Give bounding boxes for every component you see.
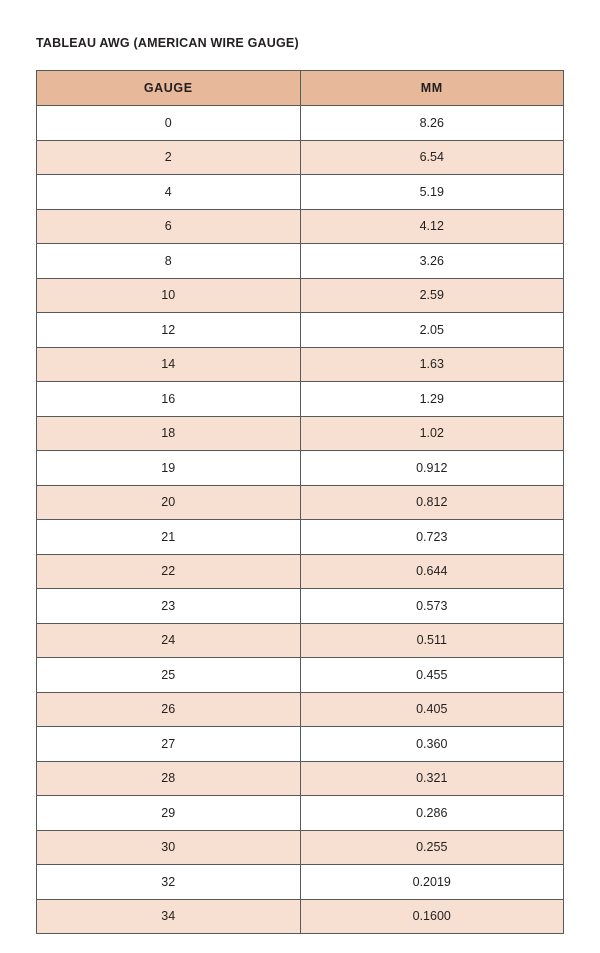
cell-mm: 1.02 (300, 416, 564, 451)
cell-gauge: 20 (37, 485, 301, 520)
table-row (37, 209, 564, 244)
table-row (37, 554, 564, 589)
cell-gauge: 30 (37, 830, 301, 865)
table-row (37, 313, 564, 348)
cell-mm: 2.05 (300, 313, 564, 348)
cell-gauge: 28 (37, 761, 301, 796)
cell-gauge: 29 (37, 796, 301, 831)
table-row (37, 796, 564, 831)
cell-gauge: 12 (37, 313, 301, 348)
cell-gauge: 26 (37, 692, 301, 727)
cell-gauge: 16 (37, 382, 301, 417)
table-header-row (37, 71, 564, 106)
cell-gauge: 6 (37, 209, 301, 244)
table-row (37, 623, 564, 658)
table-row (37, 140, 564, 175)
table-row (37, 175, 564, 210)
cell-mm: 0.912 (300, 451, 564, 486)
cell-mm: 0.360 (300, 727, 564, 762)
table-row (37, 692, 564, 727)
cell-gauge: 18 (37, 416, 301, 451)
cell-gauge: 25 (37, 658, 301, 693)
cell-mm: 0.455 (300, 658, 564, 693)
table-row (37, 658, 564, 693)
cell-mm: 1.29 (300, 382, 564, 417)
column-header-gauge: GAUGE (37, 71, 301, 106)
cell-mm: 0.2019 (300, 865, 564, 900)
table-row (37, 865, 564, 900)
cell-mm: 1.63 (300, 347, 564, 382)
page-title: TABLEAU AWG (AMERICAN WIRE GAUGE) (36, 36, 299, 50)
cell-gauge: 23 (37, 589, 301, 624)
cell-mm: 0.255 (300, 830, 564, 865)
cell-gauge: 0 (37, 106, 301, 141)
cell-gauge: 14 (37, 347, 301, 382)
cell-mm: 3.26 (300, 244, 564, 279)
cell-gauge: 19 (37, 451, 301, 486)
column-header-mm: MM (300, 71, 564, 106)
cell-mm: 0.644 (300, 554, 564, 589)
table-row (37, 589, 564, 624)
table-row (37, 451, 564, 486)
table-body (37, 106, 564, 934)
cell-gauge: 22 (37, 554, 301, 589)
cell-mm: 0.812 (300, 485, 564, 520)
cell-gauge: 10 (37, 278, 301, 313)
table-row (37, 416, 564, 451)
cell-gauge: 2 (37, 140, 301, 175)
cell-mm: 0.321 (300, 761, 564, 796)
cell-mm: 0.723 (300, 520, 564, 555)
table-row (37, 278, 564, 313)
cell-gauge: 4 (37, 175, 301, 210)
cell-mm: 0.405 (300, 692, 564, 727)
cell-mm: 0.1600 (300, 899, 564, 934)
table-row (37, 485, 564, 520)
cell-gauge: 8 (37, 244, 301, 279)
cell-mm: 2.59 (300, 278, 564, 313)
table-header (37, 71, 564, 106)
table-row (37, 761, 564, 796)
cell-mm: 0.511 (300, 623, 564, 658)
table-row (37, 899, 564, 934)
cell-gauge: 21 (37, 520, 301, 555)
cell-gauge: 27 (37, 727, 301, 762)
cell-gauge: 34 (37, 899, 301, 934)
table-row (37, 830, 564, 865)
cell-mm: 0.573 (300, 589, 564, 624)
table-row (37, 382, 564, 417)
cell-gauge: 32 (37, 865, 301, 900)
awg-table (36, 70, 564, 934)
cell-mm: 6.54 (300, 140, 564, 175)
table-row (37, 106, 564, 141)
cell-gauge: 24 (37, 623, 301, 658)
table-row (37, 520, 564, 555)
cell-mm: 0.286 (300, 796, 564, 831)
table-row (37, 244, 564, 279)
cell-mm: 8.26 (300, 106, 564, 141)
cell-mm: 5.19 (300, 175, 564, 210)
table-row (37, 347, 564, 382)
cell-mm: 4.12 (300, 209, 564, 244)
table-row (37, 727, 564, 762)
